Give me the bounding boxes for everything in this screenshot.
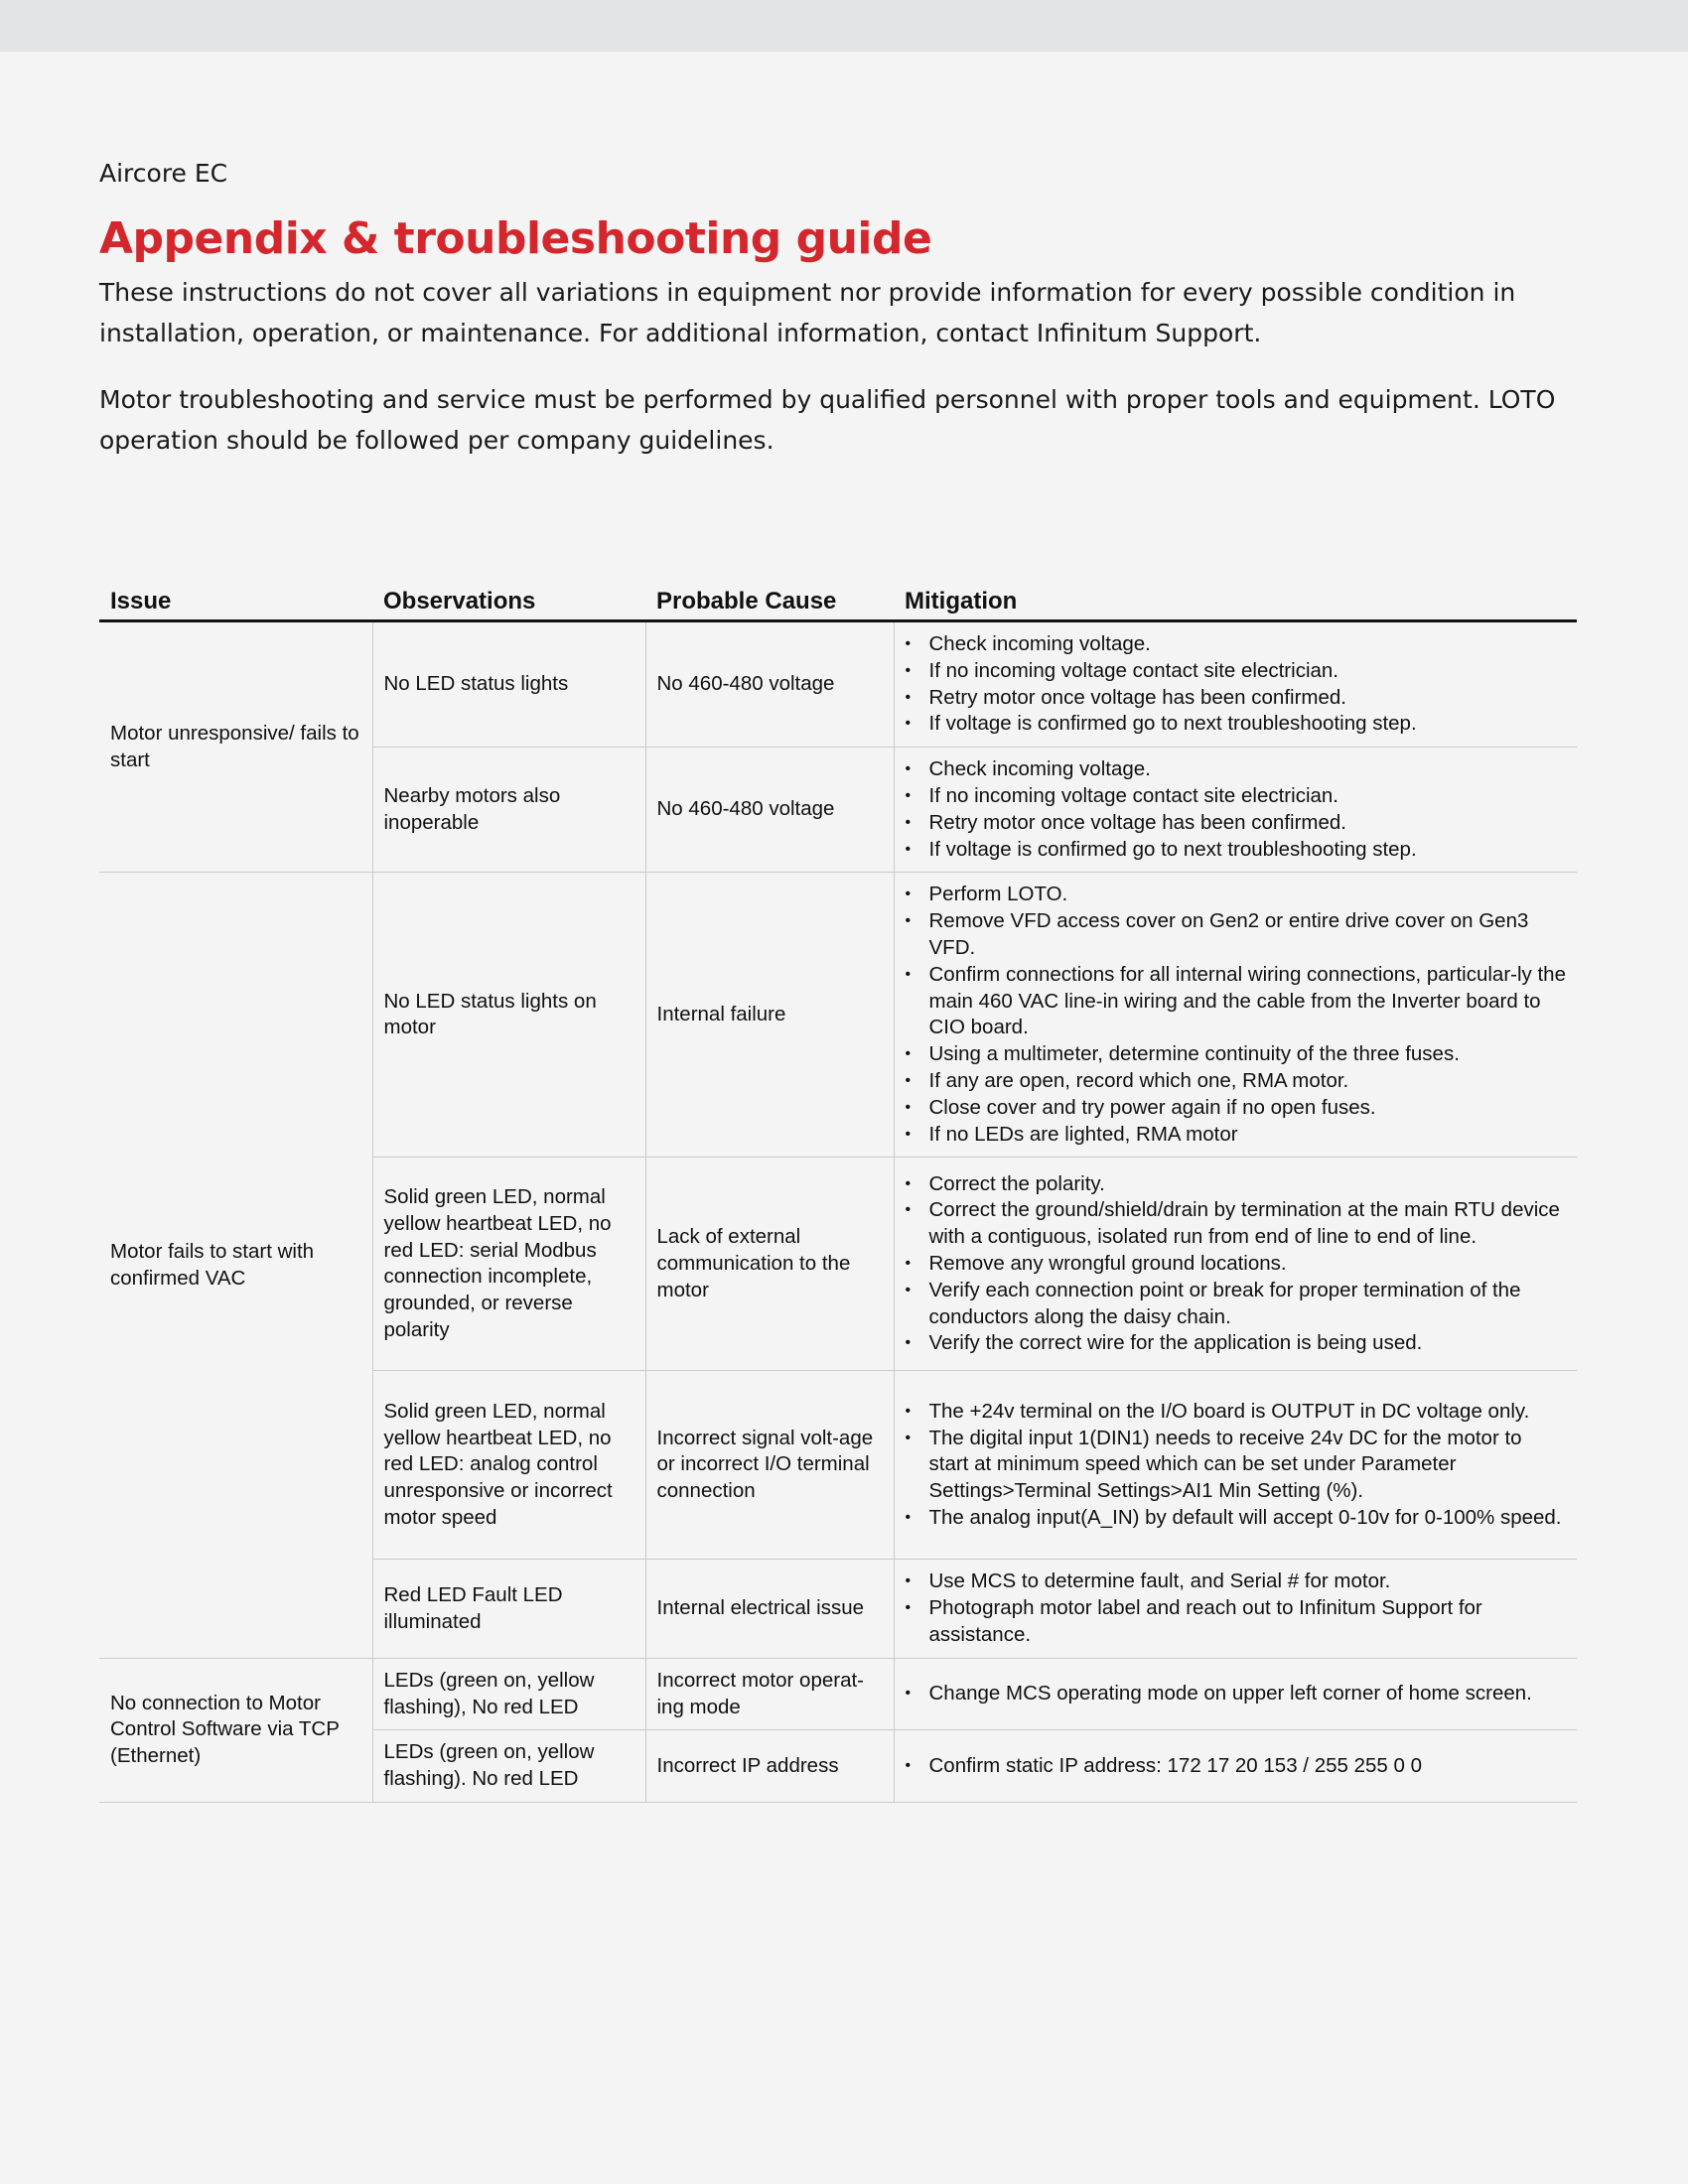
- observation-cell: Nearby motors also inoperable: [372, 748, 645, 873]
- mitigation-item: • Check incoming voltage.: [906, 631, 1567, 658]
- observation-cell: Solid green LED, normal yellow heartbeat LED, no red LED: analog control unresponsive or incorrect motor speed: [372, 1371, 645, 1560]
- mitigation-item: • Use MCS to determine fault, and Serial # for motor.: [906, 1569, 1567, 1595]
- observation-cell: Solid green LED, normal yellow heartbeat LED, no red LED: serial Modbus connection incomplete, grounded, or reverse polarity: [372, 1158, 645, 1371]
- mitigation-list: [906, 882, 1567, 1148]
- mitigation-item: • If voltage is confirmed go to next troubleshooting step.: [906, 711, 1567, 738]
- mitigation-item: • Photograph motor label and reach out to Infinitum Support for assistance.: [906, 1595, 1567, 1649]
- issue-cell: Motor unresponsive/ fails to start: [99, 621, 372, 873]
- table-row: [99, 873, 1577, 1158]
- mitigation-item: • The +24v terminal on the I/O board is OUTPUT in DC voltage only.: [906, 1399, 1567, 1426]
- mitigation-cell: [894, 1371, 1577, 1560]
- probable-cause-cell: Internal electrical issue: [645, 1560, 894, 1658]
- mitigation-item: • The analog input(A_IN) by default will accept 0-10v for 0-100% speed.: [906, 1505, 1567, 1532]
- table-row: [99, 621, 1577, 748]
- mitigation-item: • Change MCS operating mode on upper left corner of home screen.: [906, 1681, 1567, 1707]
- mitigation-list: [906, 756, 1567, 863]
- mitigation-item: • Remove VFD access cover on Gen2 or entire drive cover on Gen3 VFD.: [906, 908, 1567, 962]
- mitigation-cell: [894, 1560, 1577, 1658]
- mitigation-item: • Using a multimeter, determine continuity of the three fuses.: [906, 1041, 1567, 1068]
- mitigation-cell: [894, 1730, 1577, 1803]
- mitigation-cell: [894, 621, 1577, 748]
- mitigation-cell: [894, 1158, 1577, 1371]
- table-row: [99, 1658, 1577, 1730]
- table-body: [99, 621, 1577, 1803]
- mitigation-list: [906, 1171, 1567, 1358]
- probable-cause-cell: Internal failure: [645, 873, 894, 1158]
- mitigation-item: • Check incoming voltage.: [906, 756, 1567, 783]
- mitigation-item: • If no LEDs are lighted, RMA motor: [906, 1122, 1567, 1149]
- observation-cell: LEDs (green on, yellow flashing), No red LED: [372, 1658, 645, 1730]
- mitigation-item: • The digital input 1(DIN1) needs to receive 24v DC for the motor to start at minimum speed which can be set under Parameter Settings>Terminal Settings>AI1 Min Setting (%).: [906, 1426, 1567, 1505]
- mitigation-item: • Close cover and try power again if no open fuses.: [906, 1095, 1567, 1122]
- probable-cause-cell: No 460-480 voltage: [645, 621, 894, 748]
- probable-cause-cell: Incorrect motor operat-ing mode: [645, 1658, 894, 1730]
- mitigation-item: • Verify each connection point or break for proper termination of the conductors along the daisy chain.: [906, 1278, 1567, 1331]
- issue-cell: Motor fails to start with confirmed VAC: [99, 873, 372, 1658]
- page-title: Appendix & troubleshooting guide: [99, 213, 932, 264]
- mitigation-item: • If no incoming voltage contact site electrician.: [906, 658, 1567, 685]
- mitigation-item: • Retry motor once voltage has been confirmed.: [906, 685, 1567, 712]
- table-header-row: [99, 580, 1577, 621]
- product-name: Aircore EC: [99, 159, 228, 188]
- mitigation-list: [906, 1569, 1567, 1648]
- page-content: [99, 159, 1577, 461]
- probable-cause-cell: Incorrect signal volt-age or incorrect I/O terminal connection: [645, 1371, 894, 1560]
- probable-cause-cell: Incorrect IP address: [645, 1730, 894, 1803]
- header-probable-cause: Probable Cause: [645, 580, 894, 621]
- mitigation-cell: [894, 873, 1577, 1158]
- observation-cell: No LED status lights: [372, 621, 645, 748]
- probable-cause-cell: No 460-480 voltage: [645, 748, 894, 873]
- mitigation-item: • If voltage is confirmed go to next troubleshooting step.: [906, 837, 1567, 864]
- troubleshooting-table: [99, 580, 1577, 1803]
- mitigation-list: [906, 1681, 1567, 1707]
- mitigation-cell: [894, 748, 1577, 873]
- mitigation-item: • Confirm connections for all internal wiring connections, particular-ly the main 460 VAC line-in wiring and the cable from the Inverter board to CIO board.: [906, 962, 1567, 1041]
- mitigation-item: • Correct the ground/shield/drain by termination at the main RTU device with a contiguous, isolated run from end of line to end of line.: [906, 1197, 1567, 1251]
- mitigation-cell: [894, 1658, 1577, 1730]
- probable-cause-cell: Lack of external communication to the motor: [645, 1158, 894, 1371]
- mitigation-list: [906, 631, 1567, 738]
- mitigation-list: [906, 1753, 1567, 1780]
- intro-paragraph-1: These instructions do not cover all variations in equipment nor provide information for every possible condition in installation, operation, or maintenance. For additional information, contact Infinitum Support.: [99, 278, 1516, 347]
- mitigation-item: • Retry motor once voltage has been confirmed.: [906, 810, 1567, 837]
- mitigation-list: [906, 1399, 1567, 1532]
- header-mitigation: Mitigation: [894, 580, 1577, 621]
- mitigation-item: • Remove any wrongful ground locations.: [906, 1251, 1567, 1278]
- mitigation-item: • Verify the correct wire for the application is being used.: [906, 1330, 1567, 1357]
- header-observations: Observations: [372, 580, 645, 621]
- issue-cell: No connection to Motor Control Software via TCP (Ethernet): [99, 1658, 372, 1802]
- mitigation-item: • If any are open, record which one, RMA motor.: [906, 1068, 1567, 1095]
- observation-cell: No LED status lights on motor: [372, 873, 645, 1158]
- mitigation-item: • Correct the polarity.: [906, 1171, 1567, 1198]
- header-issue: Issue: [99, 580, 372, 621]
- mitigation-item: • Confirm static IP address: 172 17 20 153 / 255 255 0 0: [906, 1753, 1567, 1780]
- mitigation-item: • If no incoming voltage contact site electrician.: [906, 783, 1567, 810]
- observation-cell: LEDs (green on, yellow flashing). No red LED: [372, 1730, 645, 1803]
- observation-cell: Red LED Fault LED illuminated: [372, 1560, 645, 1658]
- top-bar: [0, 0, 1688, 52]
- mitigation-item: • Perform LOTO.: [906, 882, 1567, 908]
- intro-paragraph-2: Motor troubleshooting and service must be performed by qualified personnel with proper tools and equipment. LOTO operation should be followed per company guidelines.: [99, 385, 1556, 455]
